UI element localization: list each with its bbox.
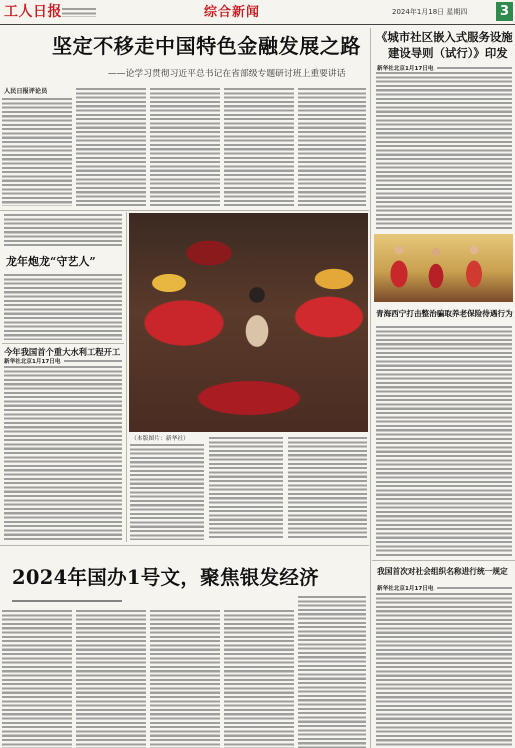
masthead-subtext: [62, 8, 96, 17]
photo-credit: （本版图片：新华社）: [131, 436, 189, 442]
right-top-headline-line1: 《城市社区嵌入式服务设施: [376, 30, 513, 44]
header-rule: [0, 24, 515, 25]
lead-text-col2: [76, 88, 146, 206]
under-photo-text-col2: [209, 437, 283, 540]
bottom-text-col4: [224, 610, 294, 748]
under-photo-text-col3: [288, 437, 367, 540]
lead-text-col5: [298, 88, 366, 206]
right-top-text-lead: [437, 67, 512, 71]
left-column-divider: [126, 212, 127, 542]
water-project-text: [4, 366, 122, 540]
right-top-text: [376, 72, 512, 230]
left-strip-text-top: [4, 214, 122, 248]
bottom-text-col1: [2, 610, 72, 748]
page-number-tab: 3: [496, 2, 513, 21]
lead-headline: 坚定不移走中国特色金融发展之路: [52, 34, 361, 58]
bottom-byline: [12, 600, 122, 604]
lead-text-col3: [150, 88, 220, 206]
right-bottom-dateline: 新华社北京1月17日电: [377, 586, 434, 592]
water-project-headline: 今年我国首个重大水利工程开工: [4, 347, 121, 357]
dragon-craftsman-photo: [129, 213, 368, 432]
right-divider: [372, 560, 515, 561]
bottom-text-col2: [76, 610, 146, 748]
right-mid-headline: 青海西宁打击整治骗取养老保险待遇行为: [376, 309, 513, 318]
right-mid-text: [376, 326, 512, 556]
water-project-text-lead: [64, 360, 122, 364]
feature-headline: 龙年炮龙“守艺人”: [6, 255, 96, 268]
column-divider: [370, 28, 371, 748]
left-divider: [2, 343, 124, 344]
lead-subtitle: ——论学习贯彻习近平总书记在省部级专题研讨班上重要讲话: [108, 69, 346, 79]
section-divider: [0, 210, 369, 211]
lead-byline: 人民日报评论员: [4, 88, 48, 95]
right-bottom-headline: 我国首次对社会组织名称进行统一规定: [377, 567, 508, 576]
bottom-text-col5: [298, 596, 366, 748]
right-news-photo: [374, 234, 513, 302]
under-photo-text-col1: [130, 444, 204, 540]
water-project-dateline: 新华社北京1月17日电: [4, 359, 61, 365]
bottom-headline: 2024年国办1号文，聚焦银发经济: [12, 566, 319, 589]
bottom-section-divider: [0, 545, 369, 546]
right-top-dateline: 新华社北京1月17日电: [377, 66, 434, 72]
right-bottom-text-lead: [437, 587, 512, 591]
right-bottom-text: [376, 593, 512, 748]
lead-text-col1: [2, 98, 72, 206]
section-title: 综合新闻: [204, 5, 261, 20]
bottom-text-col3: [150, 610, 220, 748]
masthead-logo: 工人日报: [4, 4, 62, 20]
lead-text-col4: [224, 88, 294, 206]
right-top-headline-line2: 建设导则（试行）》印发: [388, 46, 508, 60]
feature-text: [4, 274, 122, 340]
issue-date: 2024年1月18日 星期四: [392, 8, 468, 16]
